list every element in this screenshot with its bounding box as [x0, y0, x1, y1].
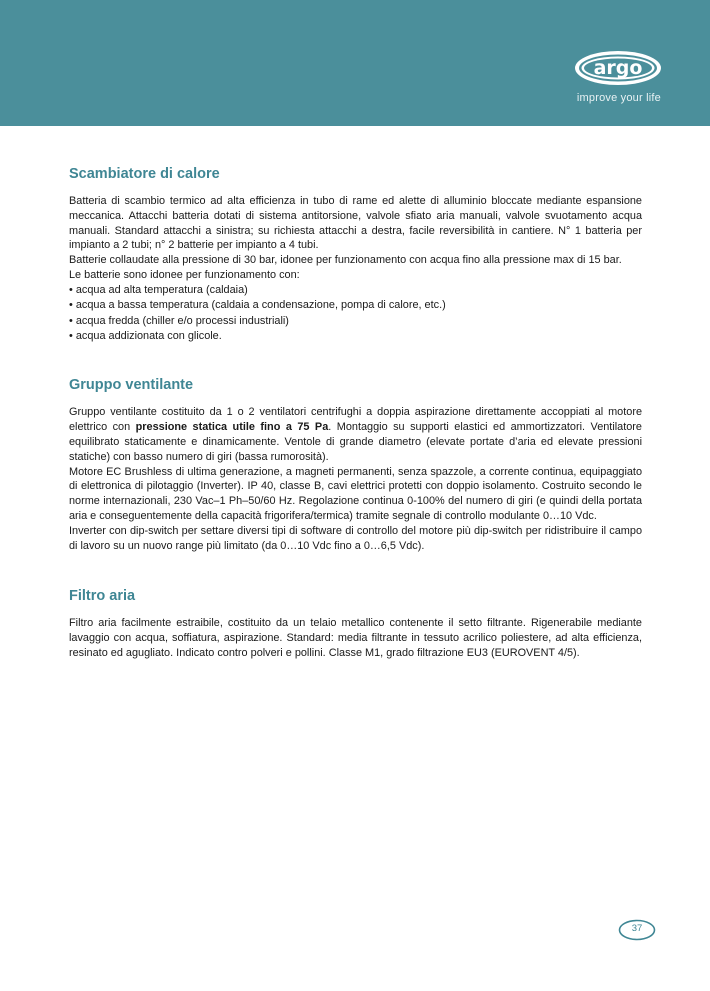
list-item: • acqua ad alta temperatura (caldaia) — [69, 283, 642, 298]
paragraph: Batterie collaudate alla pressione di 30 bar, idonee per funzionamento con acqua fino alla pressione max di 15 bar. — [69, 254, 622, 267]
section-title: Filtro aria — [69, 588, 136, 605]
tagline: improve your life — [576, 92, 661, 104]
paragraph: Inverter con dip-switch per settare diversi tipi di software di controllo del motore più dip-switch per ridistribuire il campo di lavoro su un nuovo range più limitato (da 0…10 Vdc fino a 0…6,5 Vdc). — [69, 524, 642, 552]
document-body — [69, 166, 642, 696]
paragraph: Motore EC Brushless di ultima generazione, a magneti permanenti, senza spazzole, a corrente continua, equipaggiato di elettronica di pilotaggio (Inverter). IP 40, classe B, cavi elettrici protetti con doppio isolamento. Costruito secondo le norme internazionali, 230 Vac–1 Ph–50/60 Hz. Regolazione continua 0-100% del numero di giri (e quindi della portata aria e conseguentemente della capacità frigorifera/termica) tramite segnale di controllo modulante 0…10 Vdc. — [69, 465, 642, 522]
argo-logo — [574, 50, 662, 86]
paragraph: Le batterie sono idonee per funzionamento con: — [69, 268, 300, 281]
list-item: • acqua fredda (chiller e/o processi industriali) — [69, 314, 642, 329]
page-header — [0, 0, 710, 126]
paragraph: Batteria di scambio termico ad alta efficienza in tubo di rame ed alette di alluminio bloccate mediante espansione meccanica. Attacchi batteria dotati di sistema antitorsione, valvole sfiato aria manuali, valvole svuotamento acqua manuali. Standard attacchi a sinistra; su richiesta attacchi a destra, facile reversibilità in cantiere. N° 1 batteria per impianto a 2 tubi; n° 2 batterie per impianto a 4 tubi. — [69, 195, 642, 252]
section-fan-unit — [69, 377, 642, 553]
paragraph: Filtro aria facilmente estraibile, costituito da un telaio metallico contenente il setto filtrante. Rigenerabile mediante lavaggio con acqua, soffiatura, aspirazione. Standard: media filtrante in tessuto acrilico poliestere, ad alta efficienza, resinato ed agugliato. Indicato contro polveri e pollini. Classe M1, grado filtrazione EU3 (EUROVENT 4/5). — [69, 617, 642, 659]
section-heat-exchanger — [69, 166, 642, 344]
section-air-filter — [69, 588, 642, 660]
logo-text: argo — [593, 57, 643, 79]
paragraph — [69, 405, 642, 464]
list-item: • acqua a bassa temperatura (caldaia a condensazione, pompa di calore, etc.) — [69, 298, 642, 313]
text-run: . Montaggio su supporti elastici ed ammortizzatori. Ventilatore equilibrato staticamente e dinamicamente. Ventole di grande diametro (elevate portate d’aria ed elevate pressioni statiche) con basso numero di giri (bassa rumorosità). — [69, 421, 642, 463]
section-title: Gruppo ventilante — [69, 377, 194, 394]
page-number: 37 — [631, 923, 643, 934]
list-item: • acqua addizionata con glicole. — [69, 329, 642, 344]
bullet-list — [69, 283, 642, 345]
text-run: Gruppo ventilante costituito da 1 o 2 ventilatori centrifughi a doppia aspirazione direttamente accoppiati al motore elettrico con — [69, 406, 642, 434]
bold-text: pressione statica utile fino a 75 Pa — [135, 421, 329, 434]
section-title: Scambiatore di calore — [69, 166, 220, 182]
